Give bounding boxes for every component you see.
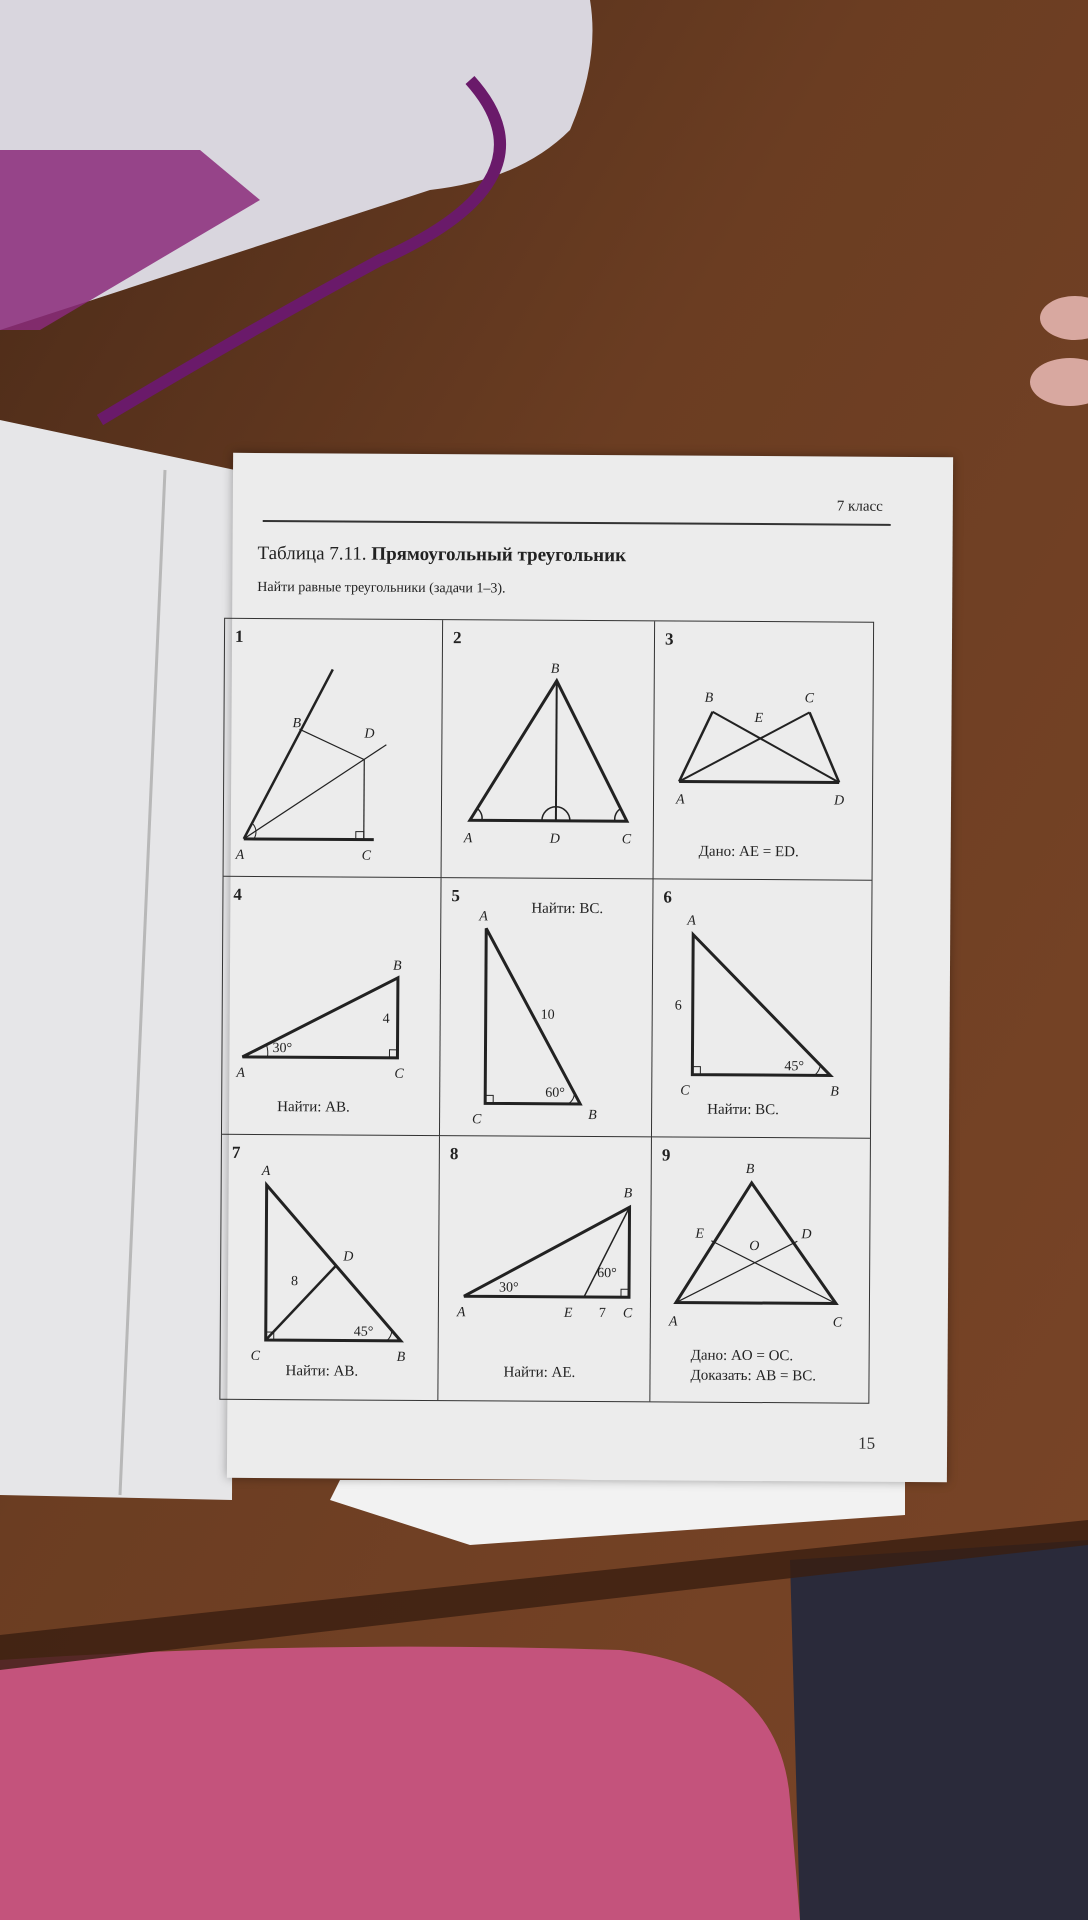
title-prefix: Таблица 7.11. xyxy=(257,542,367,565)
hypotenuse-value: 10 xyxy=(540,1007,555,1023)
label-B: B xyxy=(588,1107,597,1124)
label-B: B xyxy=(292,716,302,732)
figure-1 xyxy=(224,619,444,878)
header-rule xyxy=(263,520,891,526)
book-page xyxy=(227,453,953,1482)
label-O: O xyxy=(749,1238,760,1255)
caption-find: Найти: BC. xyxy=(707,1101,779,1119)
label-A: A xyxy=(479,909,488,925)
label-B: B xyxy=(392,958,402,974)
figure-6 xyxy=(652,879,872,1138)
figure-8 xyxy=(438,1136,652,1401)
label-D: D xyxy=(343,1249,354,1265)
label-A: A xyxy=(463,831,473,847)
label-C: C xyxy=(621,832,632,848)
figure-3 xyxy=(654,621,874,880)
page-header-grade: 7 класс xyxy=(836,498,883,515)
leg-value: 6 xyxy=(674,998,682,1014)
problem-number: 9 xyxy=(661,1145,671,1165)
label-B: B xyxy=(830,1084,839,1100)
label-B: B xyxy=(396,1349,406,1365)
problem-cell-1 xyxy=(224,619,444,878)
page-number: 15 xyxy=(858,1433,876,1453)
label-D: D xyxy=(364,726,375,742)
problem-grid xyxy=(219,618,874,1404)
angle-value: 30° xyxy=(498,1280,519,1296)
problem-cell-7 xyxy=(220,1135,440,1400)
label-C: C xyxy=(394,1066,404,1082)
angle-value: 30° xyxy=(272,1041,293,1057)
angle-value: 60° xyxy=(545,1085,565,1101)
side-value: 4 xyxy=(382,1011,390,1027)
label-C: C xyxy=(804,691,815,707)
problem-cell-8 xyxy=(438,1136,652,1401)
dark-fabric xyxy=(790,1540,1088,1920)
label-C: C xyxy=(832,1315,843,1331)
label-C: C xyxy=(250,1348,261,1364)
problem-number: 4 xyxy=(233,884,242,904)
problem-cell-2 xyxy=(442,620,656,879)
label-A: A xyxy=(235,847,245,863)
label-D: D xyxy=(833,793,845,809)
problem-cell-9 xyxy=(650,1137,870,1402)
label-C: C xyxy=(472,1112,482,1128)
label-A: A xyxy=(675,792,685,808)
title-main: Прямоугольный треугольник xyxy=(371,543,627,567)
problem-cell-5 xyxy=(440,878,654,1137)
label-A: A xyxy=(261,1163,271,1180)
label-E: E xyxy=(563,1305,573,1321)
label-D: D xyxy=(549,831,560,847)
label-A: A xyxy=(456,1305,466,1321)
label-E: E xyxy=(695,1226,704,1242)
problem-number: 5 xyxy=(451,886,460,906)
problem-cell-4 xyxy=(222,877,442,1136)
label-E: E xyxy=(754,711,764,727)
label-C: C xyxy=(680,1083,690,1099)
angle-value: 60° xyxy=(597,1266,617,1282)
problem-cell-6 xyxy=(652,879,872,1138)
figure-2 xyxy=(442,620,656,879)
caption-given: Дано: AO = OC. xyxy=(690,1347,794,1365)
figure-7 xyxy=(220,1135,440,1400)
page-subtitle: Найти равные треугольники (задачи 1–3). xyxy=(257,579,506,597)
problem-number: 1 xyxy=(234,626,244,646)
label-A: A xyxy=(687,913,696,929)
caption-find: Найти: AB. xyxy=(285,1363,359,1380)
caption-find: Найти: AE. xyxy=(503,1364,576,1381)
label-C: C xyxy=(361,848,372,864)
problem-number: 6 xyxy=(663,887,672,907)
altitude-value: 8 xyxy=(291,1274,299,1290)
problem-number: 7 xyxy=(231,1142,241,1162)
pink-fabric xyxy=(0,1647,800,1920)
figure-5 xyxy=(440,878,654,1137)
label-B: B xyxy=(550,661,560,677)
label-D: D xyxy=(801,1227,812,1243)
angle-value: 45° xyxy=(353,1324,374,1340)
left-page xyxy=(0,420,235,1500)
problem-number: 3 xyxy=(664,629,674,649)
figure-4 xyxy=(222,877,442,1136)
label-A: A xyxy=(236,1065,245,1081)
segment-value: 7 xyxy=(598,1306,606,1322)
page-title xyxy=(257,543,626,567)
angle-value: 45° xyxy=(784,1059,805,1075)
caption-given: Дано: AE = ED. xyxy=(698,843,799,861)
problem-cell-3 xyxy=(654,621,874,880)
problem-number: 2 xyxy=(452,628,462,648)
caption-find: Найти: BC. xyxy=(531,900,604,918)
caption-prove: Доказать: AB = BC. xyxy=(690,1367,817,1385)
label-B: B xyxy=(704,690,714,706)
problem-number: 8 xyxy=(449,1144,459,1164)
label-B: B xyxy=(623,1186,633,1202)
label-B: B xyxy=(745,1161,755,1178)
label-C: C xyxy=(622,1306,633,1322)
label-A: A xyxy=(668,1314,678,1330)
caption-find: Найти: AB. xyxy=(277,1099,350,1116)
